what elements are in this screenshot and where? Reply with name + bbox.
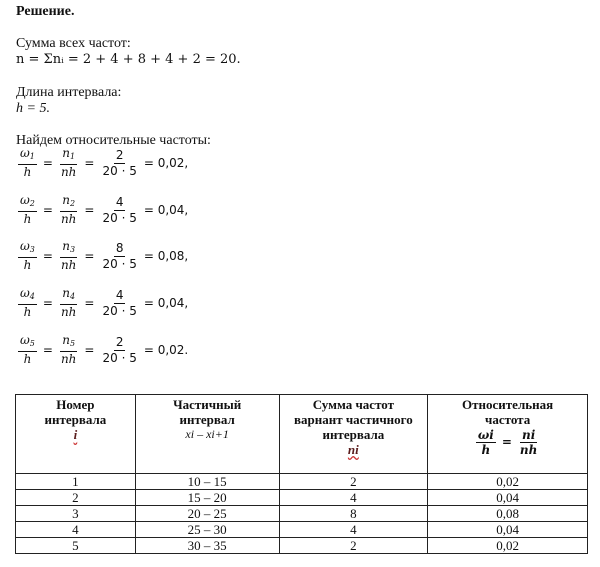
formula-equals: = [501,435,512,449]
interval-formula: h = 5. [16,101,50,116]
cell-frequency-sum: 2 [279,474,428,490]
header-interval-number [16,395,136,474]
omega-over-h: $\frac{\omega_4}{h}$ [20,286,35,319]
sum-label: Сумма всех частот: [16,36,131,51]
formula-numerator: ni [521,428,536,442]
numeric-fraction: $\frac{4}{20 \cdot 5}$ [102,287,137,318]
relative-frequency-equation: $\frac{\omega_5}{h}$ = $\frac{n_5}{nh}$ = $\frac{2}{20 \cdot 5}$ = 0,02. [20,333,189,366]
cell-relative-frequency: 0,02 [428,538,588,554]
sum-formula: n = Σnᵢ = 2 + 4 + 8 + 4 + 2 = 20. [16,52,241,67]
cell-partial-interval: 30 – 35 [135,538,279,554]
table-row [16,506,588,522]
table-row [16,474,588,490]
cell-frequency-sum: 8 [279,506,428,522]
header-symbol: xi – xi+1 [185,427,229,441]
formula-denominator: h [481,443,491,457]
header-formula [474,428,542,457]
omega-over-h: $\frac{\omega_5}{h}$ [20,333,35,366]
relative-frequency-equation: $\frac{\omega_2}{h}$ = $\frac{n_2}{nh}$ = $\frac{4}{20 \cdot 5}$ = 0,04, [20,193,189,226]
header-line: Номер [56,397,95,412]
numeric-fraction: $\frac{4}{20 \cdot 5}$ [102,194,137,225]
table-header-row [16,395,588,474]
header-line: интервала [44,412,107,427]
header-line: Сумма частот [312,397,394,412]
table-body [16,474,588,554]
table-row [16,490,588,506]
header-line: варнант частичного [293,412,413,427]
equation-result: = 0,04, [143,296,189,310]
cell-interval-number: 3 [16,506,136,522]
header-line: интервал [179,412,235,427]
omega-over-h: $\frac{\omega_3}{h}$ [20,239,35,272]
n-over-nh: $\frac{n_5}{nh}$ [60,333,77,366]
header-relative-frequency [428,395,588,474]
cell-relative-frequency: 0,04 [428,490,588,506]
n-over-nh: $\frac{n_1}{nh}$ [60,146,77,179]
header-partial-interval [135,395,279,474]
relative-frequency-equation: $\frac{\omega_3}{h}$ = $\frac{n_3}{nh}$ = $\frac{8}{20 \cdot 5}$ = 0,08, [20,239,189,272]
cell-partial-interval: 10 – 15 [135,474,279,490]
omega-over-h: $\frac{\omega_2}{h}$ [20,193,35,226]
cell-relative-frequency: 0,08 [428,506,588,522]
cell-frequency-sum: 4 [279,490,428,506]
cell-partial-interval: 20 – 25 [135,506,279,522]
numeric-fraction: $\frac{2}{20 \cdot 5}$ [102,334,137,365]
cell-interval-number: 1 [16,474,136,490]
numeric-fraction: $\frac{2}{20 \cdot 5}$ [102,147,137,178]
solution-heading: Решение. [16,4,75,19]
n-over-nh: $\frac{n_4}{nh}$ [60,286,77,319]
table-row [16,538,588,554]
n-over-nh: $\frac{n_2}{nh}$ [60,193,77,226]
n-over-nh: $\frac{n_3}{nh}$ [60,239,77,272]
cell-interval-number: 4 [16,522,136,538]
equation-result: = 0,04, [143,203,189,217]
equation-result: = 0,02, [143,156,189,170]
header-symbol: ni [347,442,359,457]
table-row [16,522,588,538]
header-line: частота [485,412,531,427]
header-frequency-sum [279,395,428,474]
formula-denominator: nh [519,443,538,457]
header-symbol: i [73,427,78,442]
cell-relative-frequency: 0,02 [428,474,588,490]
equation-result: = 0,08, [143,249,189,263]
equation-result: = 0,02. [143,343,189,357]
relative-frequency-equation: $\frac{\omega_1}{h}$ = $\frac{n_1}{nh}$ = $\frac{2}{20 \cdot 5}$ = 0,02, [20,146,189,179]
relative-frequency-equation: $\frac{\omega_4}{h}$ = $\frac{n_4}{nh}$ = $\frac{4}{20 \cdot 5}$ = 0,04, [20,286,189,319]
numeric-fraction: $\frac{8}{20 \cdot 5}$ [102,240,137,271]
relative-label: Найдем относительные частоты: [16,133,211,148]
cell-interval-number: 2 [16,490,136,506]
omega-over-h: $\frac{\omega_1}{h}$ [20,146,35,179]
cell-interval-number: 5 [16,538,136,554]
cell-frequency-sum: 2 [279,538,428,554]
formula-numerator: ωi [477,428,494,442]
header-line: интервала [322,427,385,442]
interval-label: Длина интервала: [16,85,122,100]
header-line: Относительная [462,397,554,412]
frequency-table [15,394,588,554]
cell-partial-interval: 25 – 30 [135,522,279,538]
header-line: Частичный [173,397,242,412]
cell-frequency-sum: 4 [279,522,428,538]
cell-relative-frequency: 0,04 [428,522,588,538]
cell-partial-interval: 15 – 20 [135,490,279,506]
